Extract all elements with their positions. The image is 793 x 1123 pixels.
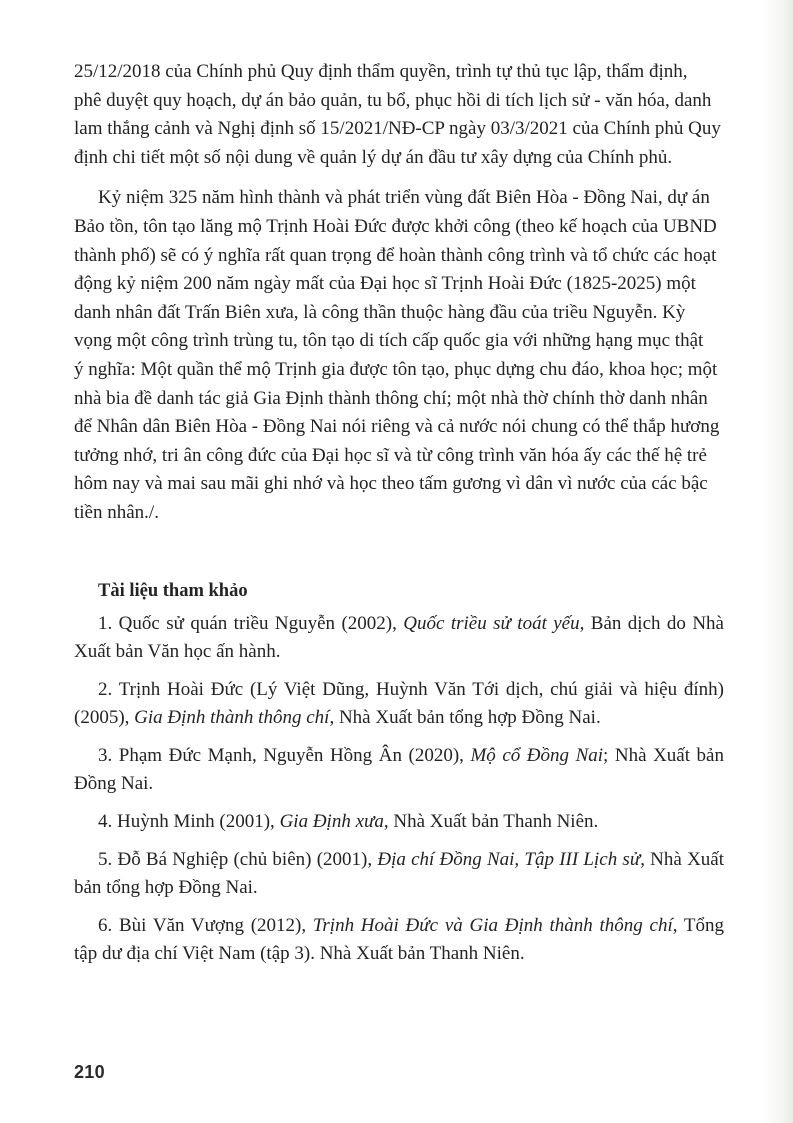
text-line: thành phố) sẽ có ý nghĩa rất quan trọng để hoàn thành công trình và tổ chức các hoạt	[74, 244, 717, 266]
reference-item	[74, 742, 724, 799]
text-line: Kỷ niệm 325 năm hình thành và phát triển vùng đất Biên Hòa - Đồng Nai, dự án	[98, 187, 710, 209]
reference-text: 2. Trịnh Hoài Đức (Lý Việt Dũng, Huỳnh Văn Tới dịch, chú giải và hiệu đính) (2005),	[74, 678, 724, 729]
text-line: 25/12/2018 của Chính phủ Quy định thẩm quyền, trình tự thủ tục lập, thẩm định,	[74, 61, 688, 82]
reference-text: , Nhà Xuất bản tổng hợp Đồng Nai.	[74, 848, 725, 899]
reference-title: Quốc triều sử toát yếu	[403, 612, 580, 634]
text-line: Bảo tồn, tôn tạo lăng mộ Trịnh Hoài Đức được khởi công (theo kế hoạch của UBND	[74, 215, 717, 237]
page-number: 210	[74, 1062, 105, 1082]
references-heading: Tài liệu tham khảo	[98, 580, 248, 601]
reference-title: Mộ cổ Đồng Nai	[470, 744, 604, 766]
text-line: tưởng nhớ, tri ân công đức của Đại học sĩ và từ công trình văn hóa ấy các thế hệ trẻ	[74, 444, 707, 466]
reference-text: 1. Quốc sử quán triều Nguyễn (2002),	[98, 612, 404, 634]
reference-item	[74, 846, 724, 903]
reference-item	[74, 808, 724, 837]
reference-text: ; Nhà Xuất bản Đồng Nai.	[74, 744, 724, 795]
text-line: tiền nhân./.	[74, 501, 159, 523]
reference-text: 3. Phạm Đức Mạnh, Nguyễn Hồng Ân (2020),	[98, 744, 471, 766]
text-line: phê duyệt quy hoạch, dự án bảo quản, tu bổ, phục hồi di tích lịch sử - văn hóa, danh	[74, 89, 712, 111]
reference-text: 4. Huỳnh Minh (2001),	[98, 811, 280, 833]
text-line: hôm nay và mai sau mãi ghi nhớ và học theo tấm gương vì dân vì nước của các bậc	[74, 473, 708, 495]
reference-text: , Nhà Xuất bản Thanh Niên.	[383, 811, 599, 833]
body-paragraph-1	[74, 58, 724, 172]
reference-text: , Nhà Xuất bản tổng hợp Đồng Nai.	[329, 707, 601, 729]
reference-text: 5. Đỗ Bá Nghiệp (chủ biên) (2001),	[98, 848, 378, 870]
text-line: lam thắng cảnh và Nghị định số 15/2021/NĐ-CP ngày 03/3/2021 của Chính phủ Quy	[74, 118, 721, 140]
reference-item	[74, 676, 724, 733]
text-line: vọng một công trình trùng tu, tôn tạo di tích cấp quốc gia với những hạng mục thật	[74, 330, 704, 352]
reference-text: , Bản dịch do Nhà Xuất bản Văn học ấn hành.	[74, 612, 724, 663]
text-line: động kỷ niệm 200 năm ngày mất của Đại học sĩ Trịnh Hoài Đức (1825-2025) một	[74, 273, 696, 295]
reference-title: Trịnh Hoài Đức và Gia Định thành thông chí	[312, 914, 673, 936]
reference-text: 6. Bùi Văn Vượng (2012),	[98, 914, 313, 936]
text-line: để Nhân dân Biên Hòa - Đồng Nai nói riêng và cả nước nói chung có thể thắp hương	[74, 416, 720, 438]
body-paragraph-2	[74, 184, 724, 527]
reference-text: , Tổng tập dư địa chí Việt Nam (tập 3). Nhà Xuất bản Thanh Niên.	[74, 914, 725, 965]
page-content	[74, 58, 724, 978]
text-line: ý nghĩa: Một quần thể mộ Trịnh gia được tôn tạo, phục dựng chu đáo, khoa học; một	[74, 358, 718, 380]
text-line: nhà bia đề danh tác giả Gia Định thành thông chí; một nhà thờ chính thờ danh nhân	[74, 387, 708, 409]
text-line: danh nhân đất Trấn Biên xưa, là công thần thuộc hàng đầu của triều Nguyễn. Kỳ	[74, 301, 686, 323]
reference-title: Gia Định thành thông chí	[134, 707, 330, 729]
text-line: định chi tiết một số nội dung về quản lý dự án đầu tư xây dựng của Chính phủ.	[74, 146, 673, 168]
reference-title: Địa chí Đồng Nai, Tập III Lịch sử	[377, 848, 641, 870]
reference-item	[74, 912, 724, 969]
reference-item	[74, 610, 724, 667]
reference-title: Gia Định xưa	[279, 811, 384, 833]
